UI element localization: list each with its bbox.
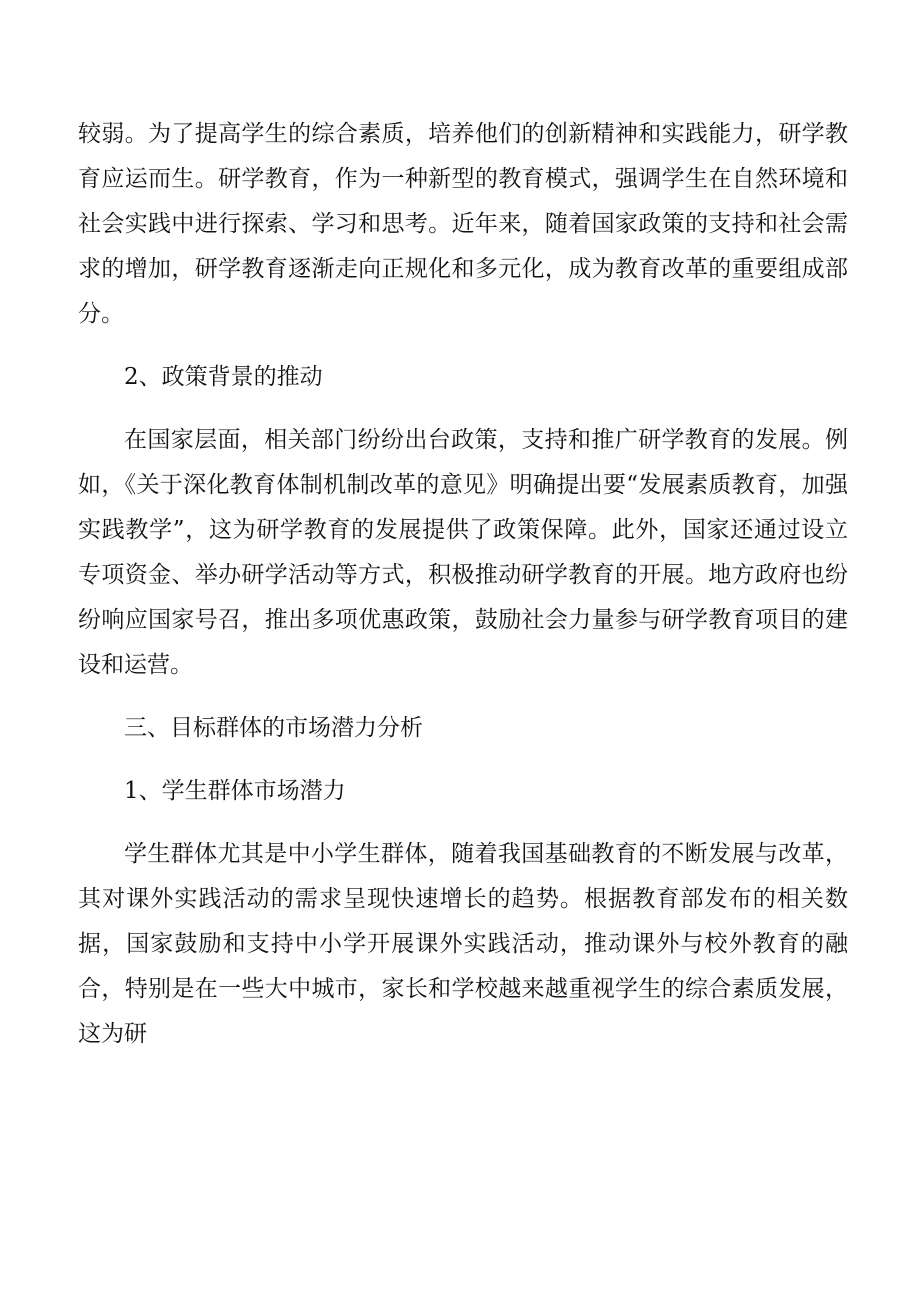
section-heading-students: 1、学生群体市场潜力 bbox=[124, 778, 346, 804]
document-body bbox=[78, 112, 848, 1057]
section-heading-market: 三、目标群体的市场潜力分析 bbox=[124, 715, 423, 741]
paragraph-continued: 较弱。为了提高学生的综合素质，培养他们的创新精神和实践能力，研学教育应运而生。研学教育，作为一种新型的教育模式，强调学生在自然环境和社会实践中进行探索、学习和思考。近年来，随着国家政策的支持和社会需求的增加，研学教育逐渐走向正规化和多元化，成为教育改革的重要组成部分。 bbox=[78, 121, 848, 327]
section-heading-policy: 2、政策背景的推动 bbox=[124, 364, 323, 390]
paragraph-students: 学生群体尤其是中小学生群体，随着我国基础教育的不断发展与改革，其对课外实践活动的需求呈现快速增长的趋势。根据教育部发布的相关数据，国家鼓励和支持中小学开展课外实践活动，推动课外与校外教育的融合，特别是在一些大中城市，家长和学校越来越重视学生的综合素质发展，这为研 bbox=[78, 841, 848, 1047]
paragraph-policy: 在国家层面，相关部门纷纷出台政策，支持和推广研学教育的发展。例如，《关于深化教育体制机制改革的意见》明确提出要“发展素质教育，加强实践教学”，这为研学教育的发展提供了政策保障。此外，国家还通过设立专项资金、举办研学活动等方式，积极推动研学教育的开展。地方政府也纷纷响应国家号召，推出多项优惠政策，鼓励社会力量参与研学教育项目的建设和运营。 bbox=[78, 427, 848, 678]
